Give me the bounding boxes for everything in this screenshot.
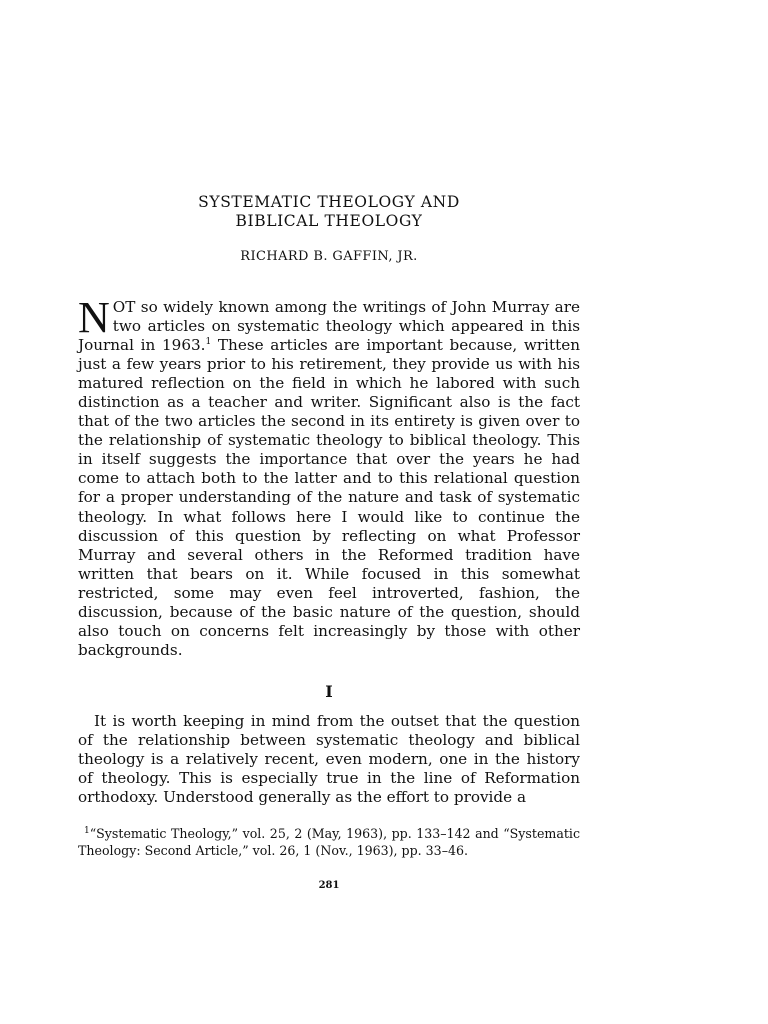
footnote-text: “Systematic Theology,” vol. 25, 2 (May, 1963), pp. 133–142 and “Systematic Theology: Second Article,” vol. 26, 1 (Nov., 1963), pp. 33–46. — [78, 826, 580, 858]
article-title — [78, 193, 580, 231]
opening-paragraph — [78, 293, 580, 660]
paragraph-1-rest: These articles are important because, written just a few years prior to his retirement, they provide us with his matured reflection on the field in which he labored with such distinction as a teacher and writer. Significant also is the fact that of the two articles the second in its entirety is given over to the relationship of systematic theology to biblical theology. This in itself suggests the importance that over the years he had come to attach both to the latter and to this relational question for a proper understanding of the nature and task of systematic theology. In what follows here I would like to continue the discussion of this question by reflecting on what Professor Murray and several others in the Reformed tradition have written that bears on it. While focused in this somewhat restricted, some may even feel introverted, fashion, the discussion, because of the basic nature of the question, should also touch on concerns felt increasingly by those with other backgrounds. — [78, 336, 580, 659]
author-name: RICHARD B. GAFFIN, JR. — [240, 249, 418, 264]
footnote-number: 1 — [84, 825, 90, 836]
page-number: 281 — [318, 880, 340, 891]
title-line-1: SYSTEMATIC THEOLOGY AND — [198, 193, 460, 211]
paragraph-1-lead: OT so widely known among the writings of John Murray are two articles on systematic theology which appeared in this Journal in 1963. — [78, 298, 580, 355]
drop-cap: N — [78, 293, 110, 342]
second-paragraph — [78, 712, 580, 807]
footnote — [78, 826, 580, 859]
section-heading: I — [325, 682, 333, 701]
paragraph-2: It is worth keeping in mind from the outset that the question of the relationship between systematic theology and biblical theology is a relatively recent, even modern, one in the history of theology. This is especially true in the line of Reformation orthodoxy. Understood generally as the effort to provide a — [78, 712, 580, 807]
title-line-2: BIBLICAL THEOLOGY — [235, 212, 423, 230]
footnote-reference[interactable]: 1 — [205, 337, 212, 348]
